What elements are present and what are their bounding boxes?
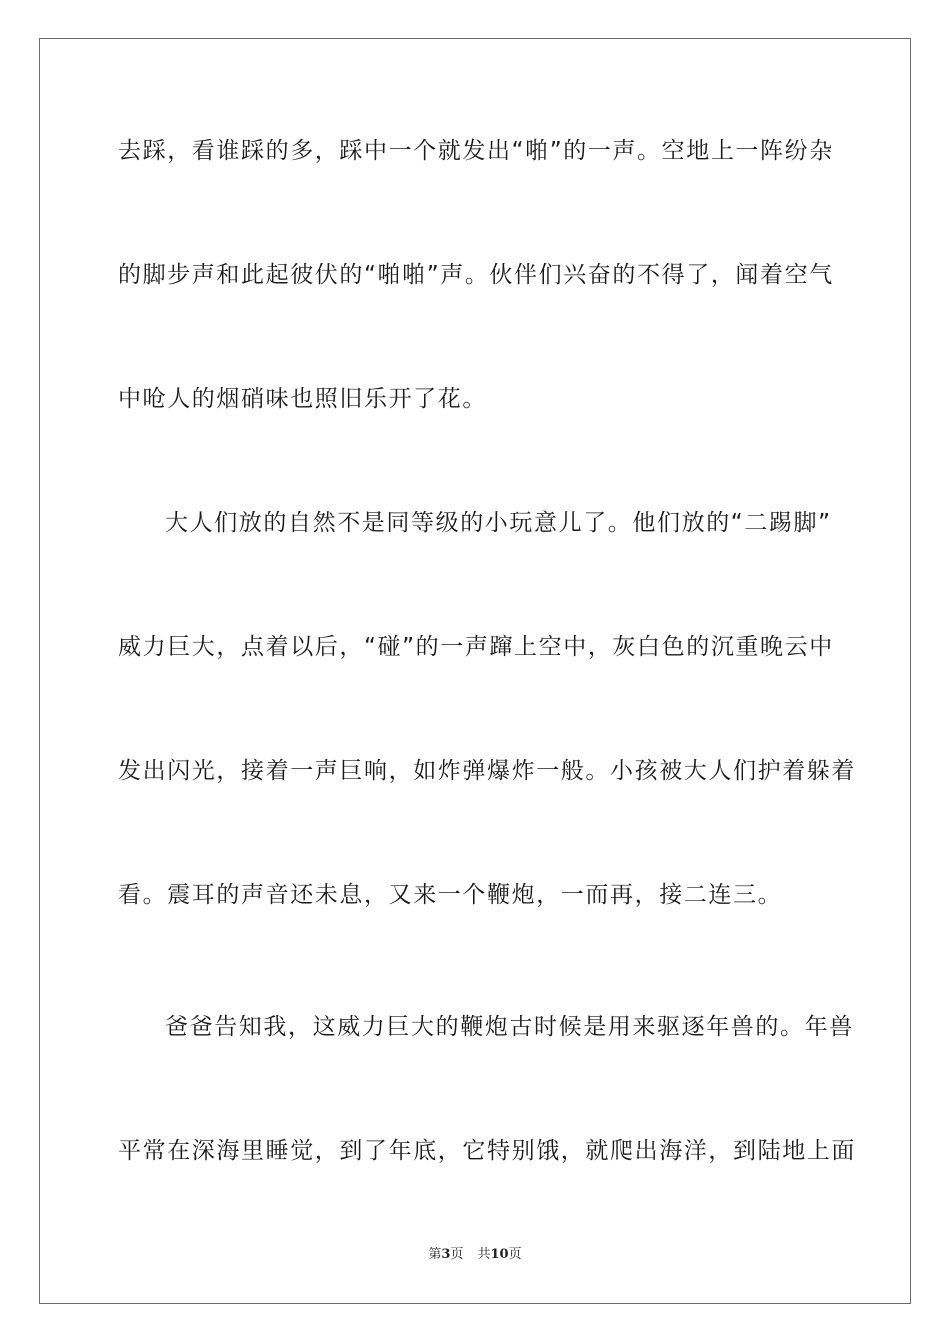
total-prefix: 共 [477,1247,491,1262]
text-line-4: 大人们放的自然不是同等级的小玩意儿了。他们放的“二踢脚” [165,510,832,536]
text-line-3: 中呛人的烟硝味也照旧乐开了花。 [118,386,487,412]
page-footer [0,1246,950,1264]
text-line-8: 爸爸告知我，这威力巨大的鞭炮古时候是用来驱逐年兽的。年兽 [165,1014,854,1040]
total-suffix: 页 [508,1247,522,1262]
text-line-7: 看。震耳的声音还未息，又来一个鞭炮，一而再，接二连三。 [118,882,783,908]
text-line-5: 威力巨大，点着以后，“碰”的一声蹿上空中，灰白色的沉重晚云中 [118,634,834,660]
text-line-9: 平常在深海里睡觉，到了年底，它特别饿，就爬出海洋，到陆地上面 [118,1138,856,1164]
page-suffix: 页 [450,1247,464,1262]
page-number: 3 [441,1247,451,1262]
page-border [39,38,911,1304]
text-line-2: 的脚步声和此起彼伏的“啪啪”声。伙伴们兴奋的不得了，闻着空气 [118,262,834,288]
text-line-1: 去踩，看谁踩的多，踩中一个就发出“啪”的一声。空地上一阵纷杂 [118,138,834,164]
page-prefix: 第 [428,1247,442,1262]
text-line-6: 发出闪光，接着一声巨响，如炸弹爆炸一般。小孩被大人们护着躲着 [118,758,856,784]
total-pages: 10 [490,1247,509,1262]
